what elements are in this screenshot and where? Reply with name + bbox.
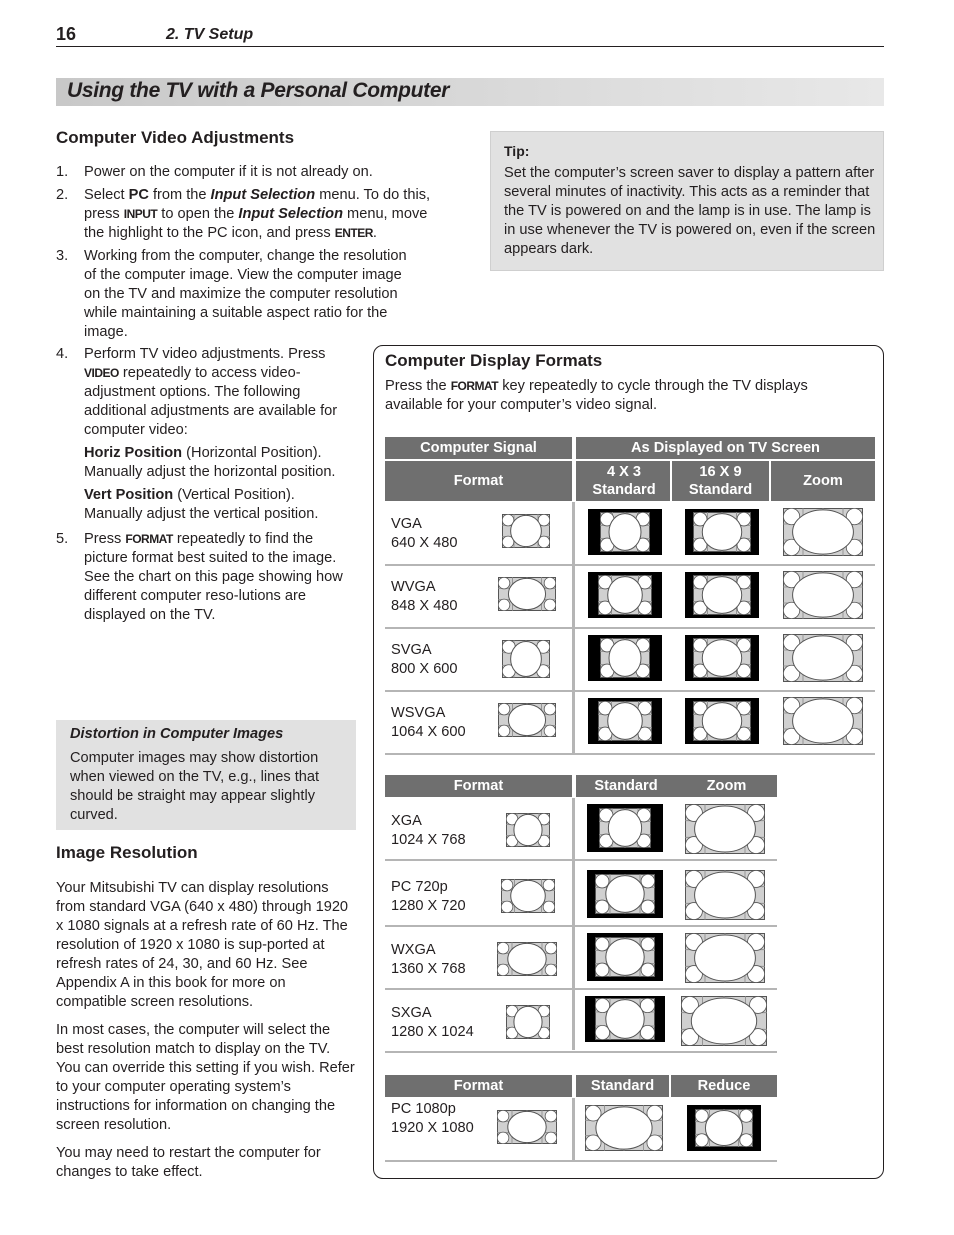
th3-format: Format (385, 1075, 572, 1097)
th-computer-signal: Computer Signal (385, 437, 572, 459)
step-4: 4. Perform TV video adjustments. Press VIDEO repeatedly to access video-adjustment options. The following additional adjustments are available for computer video: Horiz Position (Horizontal Position). Manually adjust the horizontal position. Vert Position (Vertical Position). Manually adjust the vertical position. (56, 345, 356, 524)
tv-zoom-pattern-icon (783, 508, 863, 556)
tv-4x3-pattern-icon (588, 635, 662, 681)
steps-list-b (56, 345, 356, 629)
step-3: 3. Working from the computer, change the resolution of the computer image. View the computer image on the TV and maximize the computer resolution while maintaining a suitable aspect ratio for the image. (56, 248, 407, 340)
signal-name: VGA (391, 516, 422, 532)
tv-16x9-pattern-icon (685, 635, 759, 681)
signal-name: WVGA (391, 579, 436, 595)
step-2: 2. Select PC from the Input Selection menu. To do this, press INPUT to open the Input Selection menu, move the highlight to the PC icon, and press ENTER. (56, 187, 431, 241)
th2-zoom: Zoom (676, 775, 777, 797)
tv-standard-pattern-icon (587, 804, 663, 852)
th-zoom: Zoom (771, 461, 875, 501)
table-row (391, 941, 466, 979)
signal-name: WSVGA (391, 705, 446, 721)
table-row-divider (385, 988, 777, 990)
table-row-divider (385, 690, 875, 692)
table-row-divider (385, 753, 875, 755)
tv-standard-pattern-icon (587, 870, 663, 918)
source-pattern-icon (502, 640, 550, 678)
tv-4x3-pattern-icon (588, 698, 662, 744)
tv-reduce-pattern-icon (687, 1105, 761, 1151)
signal-name: PC 720p (391, 879, 448, 895)
source-pattern-icon (502, 514, 550, 548)
tv-4x3-pattern-icon (588, 572, 662, 618)
tv-standard-pattern-icon (585, 996, 665, 1042)
distortion-title: Distortion in Computer Images (70, 726, 284, 742)
table-row (391, 1004, 474, 1042)
signal-name: PC 1080p (391, 1101, 456, 1117)
page-title-bar (56, 78, 884, 106)
th2-standard: Standard (576, 775, 676, 797)
display-formats-heading-wrap (385, 351, 602, 371)
image-resolution-heading: Image Resolution (56, 843, 198, 862)
table-row (391, 878, 466, 916)
tv-standard-pattern-icon (585, 1105, 663, 1151)
tv-zoom-pattern-icon (783, 697, 863, 745)
tv-zoom-pattern-icon (685, 933, 765, 983)
tv-zoom-pattern-icon (685, 870, 765, 920)
signal-name: WXGA (391, 942, 436, 958)
signal-name: SVGA (391, 642, 432, 658)
video-adjustments-section (56, 128, 356, 148)
signal-resolution: 848 X 480 (391, 598, 458, 614)
th-4x3-standard: 4 X 3 Standard (576, 461, 672, 501)
signal-resolution: 1280 X 720 (391, 898, 466, 914)
signal-resolution: 1064 X 600 (391, 724, 466, 740)
section-title: 2. TV Setup (166, 26, 254, 43)
signal-name: XGA (391, 813, 422, 829)
th-format: Format (385, 461, 572, 501)
table-row-divider (385, 1160, 777, 1162)
header-rule (56, 46, 884, 47)
tv-4x3-pattern-icon (588, 509, 662, 555)
image-resolution-text (56, 879, 358, 1182)
table-row-divider (385, 627, 875, 629)
image-resolution-p2: In most cases, the computer will select the best resolution match to display on the TV. You can override this setting if you wish. Refer to your computer operating system’s instructions for information on changing the screen resolution. (56, 1022, 355, 1133)
th2-format: Format (385, 775, 572, 797)
tip-box (490, 131, 884, 271)
page-number: 16 (56, 24, 77, 44)
source-pattern-icon (498, 703, 556, 737)
tv-standard-pattern-icon (587, 933, 663, 981)
steps-list-a (56, 163, 442, 346)
tv-zoom-pattern-icon (783, 571, 863, 619)
step-1: 1. Power on the computer if it is not already on. (56, 164, 373, 180)
display-formats-intro: Press the FORMAT key repeatedly to cycle through the TV displays available for your computer’s video signal. (385, 378, 808, 413)
vert-position-item: Vert Position (Vertical Position). Manually adjust the vertical position. (84, 487, 319, 522)
page-title: Using the TV with a Personal Computer (67, 79, 450, 102)
th3-reduce: Reduce (671, 1075, 777, 1097)
source-pattern-icon (498, 577, 556, 611)
tv-16x9-pattern-icon (685, 572, 759, 618)
image-resolution-p3: You may need to restart the computer for changes to take effect. (56, 1145, 321, 1180)
table-row-divider (385, 564, 875, 566)
tv-16x9-pattern-icon (685, 698, 759, 744)
table-row (391, 704, 466, 742)
th-split-1 (670, 461, 672, 501)
signal-name: SXGA (391, 1005, 432, 1021)
tv-zoom-pattern-icon (783, 634, 863, 682)
table2-divider (572, 798, 575, 1050)
th3-standard: Standard (576, 1075, 669, 1097)
tip-label: Tip: (504, 143, 530, 159)
table3-divider (572, 1098, 575, 1160)
tv-zoom-pattern-icon (681, 996, 767, 1046)
table-row-divider (385, 1051, 777, 1053)
signal-resolution: 1024 X 768 (391, 832, 466, 848)
th-16x9-standard: 16 X 9 Standard (672, 461, 769, 501)
horiz-position-item: Horiz Position (Horizontal Position). Manually adjust the horizontal position. (84, 445, 336, 480)
signal-resolution: 1360 X 768 (391, 961, 466, 977)
source-pattern-icon (497, 1110, 557, 1144)
signal-resolution: 1920 X 1080 (391, 1120, 474, 1136)
table-row (391, 515, 458, 553)
tv-zoom-pattern-icon (685, 804, 765, 854)
table-row (391, 578, 458, 616)
image-resolution-p1: Your Mitsubishi TV can display resolutions from standard VGA (640 x 480) through 1920 x 1080 signals at a refresh rate of 60 Hz. The resolution of 1920 x 1080 is sup-ported at refresh rates of 24, 30, and 60 Hz. See Appendix A in this book for more on compatible screen resolutions. (56, 880, 349, 1010)
table-row (391, 641, 458, 679)
tip-text: Set the computer’s screen saver to display a pattern after several minutes of inactivity. This acts as a reminder that the TV is powered on and the lamp is in use. The lamp is in use whenever the TV is powered on, even if the screen appears dark. (504, 165, 876, 257)
source-pattern-icon (506, 813, 550, 847)
tv-16x9-pattern-icon (685, 509, 759, 555)
source-pattern-icon (501, 879, 555, 913)
video-adjustments-heading: Computer Video Adjustments (56, 128, 295, 147)
signal-resolution: 1280 X 1024 (391, 1024, 474, 1040)
th-split-2 (769, 461, 771, 501)
table-row (391, 812, 466, 850)
signal-resolution: 800 X 600 (391, 661, 458, 677)
distortion-note (56, 720, 356, 830)
display-formats-heading: Computer Display Formats (385, 351, 603, 370)
signal-resolution: 640 X 480 (391, 535, 458, 551)
table-row (391, 1100, 474, 1138)
source-pattern-icon (506, 1005, 550, 1039)
table-row-divider (385, 925, 777, 927)
image-resolution-section (56, 843, 198, 863)
step-5: 5. Press FORMAT repeatedly to find the picture format best suited to the image. See the chart on this page showing how different computer reso-lutions are displayed on the TV. (56, 531, 343, 623)
table-row-divider (385, 859, 777, 861)
source-pattern-icon (497, 942, 557, 976)
th-as-displayed: As Displayed on TV Screen (576, 437, 875, 459)
distortion-text: Computer images may show distortion when viewed on the TV, e.g., lines that should be straight may appear slightly curved. (70, 750, 320, 823)
